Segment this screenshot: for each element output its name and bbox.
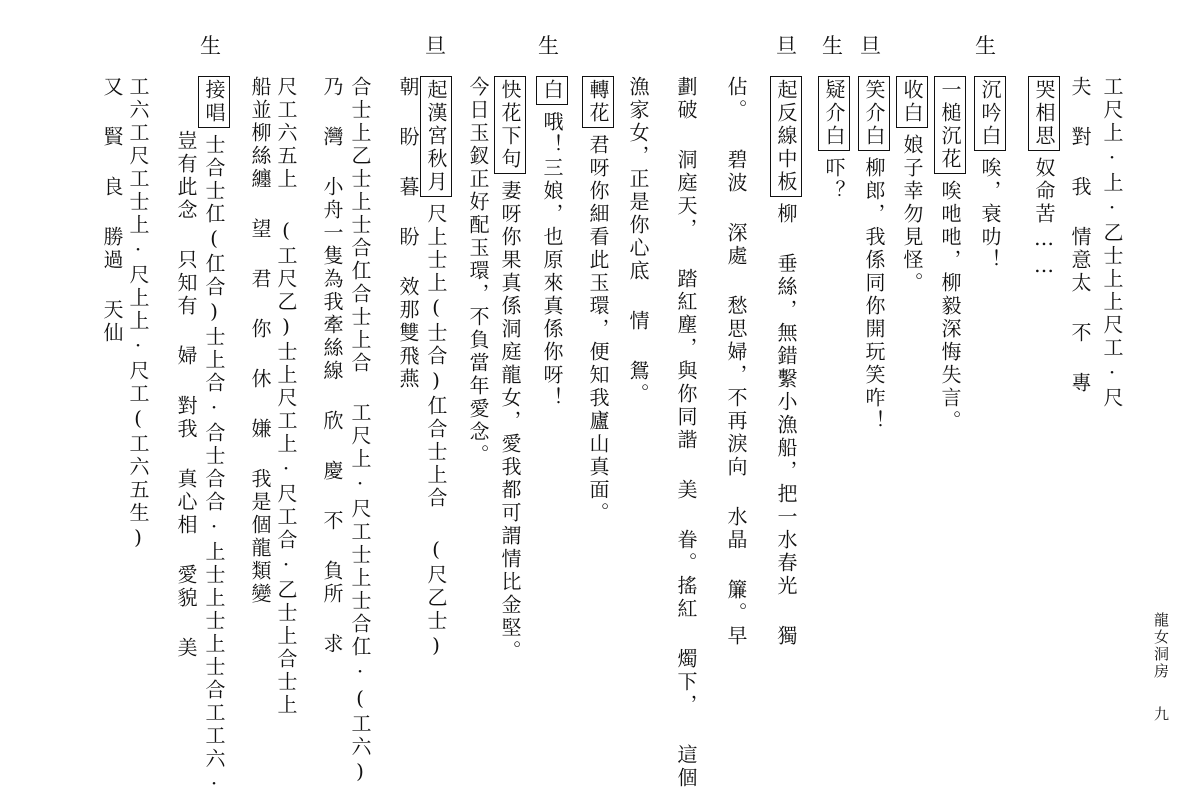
cue-tag: 哭相思	[1028, 76, 1060, 151]
cue-tag: 沉吟白	[974, 76, 1006, 151]
cue-tag: 笑介白	[858, 76, 890, 151]
cue-tag: 白	[536, 76, 568, 105]
script-column	[464, 76, 492, 467]
dialogue-line: 唉吔吔，柳毅深悔失言。	[938, 180, 962, 433]
script-column	[770, 76, 802, 648]
cue-tag: 轉花	[582, 76, 614, 128]
script-column	[582, 76, 614, 525]
notation-line: 工六工尺工士上·尺上上·尺工(工六五生)	[126, 76, 150, 552]
lyric-line: 君呀你細看此玉環，便知我廬山真面。	[586, 134, 610, 525]
cue-tag: 一槌沉花	[934, 76, 966, 174]
script-column	[272, 76, 300, 717]
script-column	[974, 76, 1006, 272]
script-column	[1028, 76, 1060, 280]
cue-tag: 起反線中板	[770, 76, 802, 197]
lyric-line: 漁家女，正是你心底 情 鴛。	[626, 76, 650, 406]
script-column	[124, 76, 152, 552]
script-column	[198, 76, 230, 798]
script-column	[1066, 76, 1094, 395]
notation-line: 合士上乙士上士合仜合士上合 工尺上·尺工士上士合仜·(工六)	[348, 76, 372, 786]
script-column	[934, 76, 966, 433]
script-column	[1098, 76, 1126, 410]
role-dan-2: 旦	[776, 34, 797, 58]
script-column	[624, 76, 652, 406]
role-sheng-1: 生	[975, 34, 996, 58]
lyric-line: 今日玉釵正好配玉環，不負當年愛念。	[466, 76, 490, 467]
page-number: 九	[1152, 706, 1170, 723]
cue-tag: 接唱	[198, 76, 230, 128]
script-column	[420, 76, 452, 660]
lyric-line: 乃 灣 小舟一隻為我牽絲線 欣 慶 不 負所 求	[320, 76, 344, 656]
dialogue-line: 奴命苦……	[1032, 157, 1056, 280]
script-column	[536, 76, 568, 410]
script-column	[722, 76, 750, 648]
script-column	[246, 76, 274, 606]
role-sheng-2: 生	[822, 34, 843, 58]
script-column	[394, 76, 422, 391]
cue-tag: 收白	[896, 76, 928, 128]
role-dan-3: 旦	[425, 34, 446, 58]
role-sheng-4: 生	[200, 34, 221, 58]
script-column	[896, 76, 928, 295]
notation-line: 工尺上·上·乙士上上尺工·尺	[1100, 76, 1124, 410]
script-column	[858, 76, 890, 433]
dialogue-line: 吓？	[822, 157, 846, 203]
lyric-line: 船並柳絲纏 望 君 你 休 嫌 我是個龍類變	[248, 76, 272, 606]
lyric-line: 劃破 洞庭天， 踏紅塵，與你同諧 美 眷。搖紅 燭下， 這個	[674, 76, 698, 790]
play-title: 龍女洞房	[1152, 612, 1170, 680]
script-column	[346, 76, 374, 786]
script-column	[494, 76, 526, 663]
dialogue-line: 哦！三娘，也原來真係你呀！	[540, 111, 564, 410]
lyric-line: 豈有此念 只知有 婦 對我 真心相 愛貌 美	[174, 130, 198, 660]
dialogue-line: 唉，衰叻！	[978, 157, 1002, 272]
cue-tag: 起漢宮秋月	[420, 76, 452, 197]
script-column	[318, 76, 346, 656]
script-column	[98, 76, 126, 345]
script-column	[818, 76, 850, 203]
cue-tag: 疑介白	[818, 76, 850, 151]
lyric-line: 夫 對 我 情意太 不 專	[1068, 76, 1092, 395]
lyric-line: 柳 垂絲，無錯繫小漁船，把一水春光 獨	[774, 203, 798, 648]
dialogue-line: 娘子幸勿見怪。	[900, 134, 924, 295]
notation-line: 士合士仜(仜合)士上合·合士合合·上士上士上士合工工六·	[202, 134, 226, 798]
lyric-line: 又 賢 良 勝過 天仙	[100, 76, 124, 345]
notation-line: 尺上士上(士合)仜合士上合 (尺乙士)	[424, 203, 448, 660]
script-column	[172, 130, 200, 660]
lyric-line: 妻呀你果真係洞庭龍女，愛我都可謂情比金堅。	[498, 180, 522, 663]
cue-tag: 快花下句	[494, 76, 526, 174]
dialogue-line: 柳郎，我係同你開玩笑咋！	[862, 157, 886, 433]
lyric-line: 佔。 碧波 深處 愁思婦，不再淚向 水晶 簾。早	[724, 76, 748, 648]
role-sheng-3: 生	[538, 34, 559, 58]
role-dan-1: 旦	[860, 34, 881, 58]
notation-line: 尺工六五上 (工尺乙)士上尺工上·尺工合·乙士上合士上	[274, 76, 298, 717]
script-column	[672, 76, 700, 790]
lyric-line: 朝 盼 暮 盼 效那雙飛燕	[396, 76, 420, 391]
